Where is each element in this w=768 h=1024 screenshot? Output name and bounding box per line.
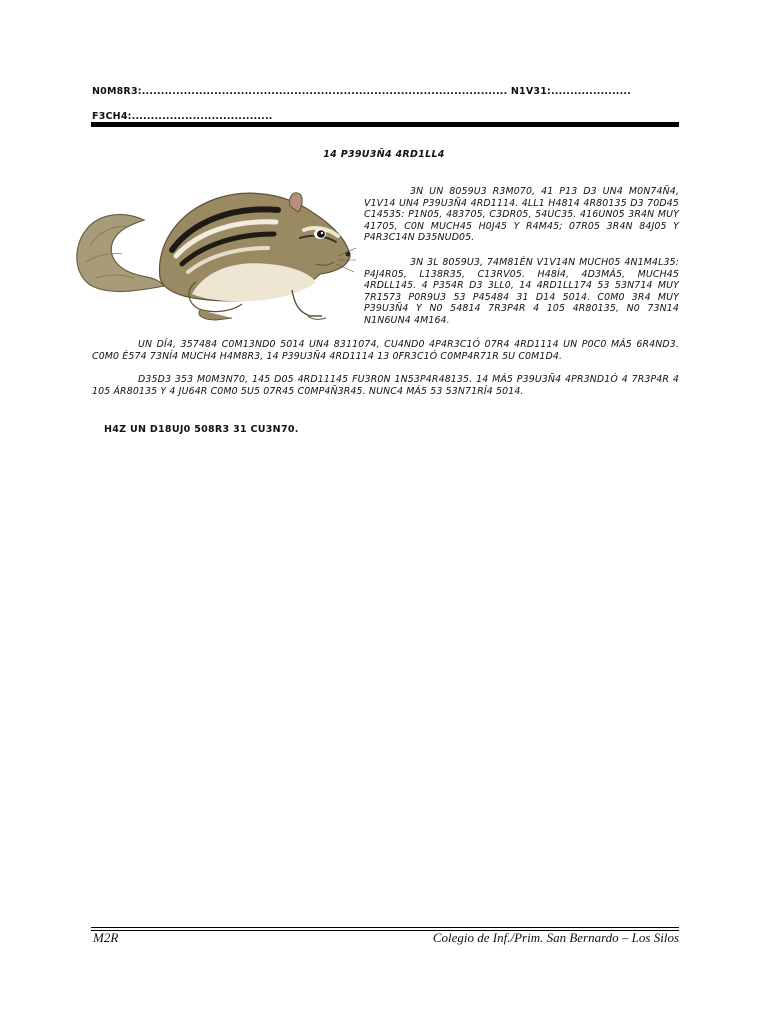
- chipmunk-illustration: [72, 186, 356, 324]
- story-paragraph-1: 3N UN 8059U3 R3M070, 41 P13 D3 UN4 M0N74Ñ4, V1V14 UN4 P39U3Ñ4 4RD1114. 4LL1 H4814 4R80135 D3 70D45 C14535: P1N05, 483705, C3DR05, 54UC35. 416UN05 3R4N MUY 41705, C0N MUCH45 H0J45 Y R4M45; 07R05 3R4N 84J05 Y P4R3C14N D35NUD05.: [364, 186, 679, 244]
- name-level-line: N0M8R3:................................................................................................ N1V31:.....................: [92, 86, 632, 97]
- story-paragraph-4: D35D3 353 M0M3N70, 145 D05 4RD11145 FU3R0N 1N53P4R48135. 14 MÁ5 P39U3Ñ4 4PR3ND1Ó 4 7R3P4R 4 105 ÁR80135 Y 4 JU64R C0M0 5U5 07R45 C0MP4Ñ3R45. NUNC4 MÁ5 53 53N71RÍ4 5014.: [92, 374, 679, 397]
- footer-left-text: M2R: [93, 930, 119, 945]
- story-title: 14 P39U3Ñ4 4RD1LL4: [323, 149, 445, 160]
- footer-school-name: Colegio de Inf./Prim. San Bernardo – Los Silos: [432, 930, 679, 945]
- date-line: F3CH4:.....................................: [92, 111, 273, 122]
- drawing-task: H4Z UN D18UJ0 508R3 31 CU3N70.: [104, 424, 299, 435]
- story-paragraph-3: UN DÍ4, 357484 C0M13ND0 5014 UN4 8311074, CU4ND0 4P4R3C1Ó 07R4 4RD1114 UN P0C0 MÁ5 6R4ND3. C0M0 É574 73NÍ4 MUCH4 H4M8R3, 14 P39U3Ñ4 4RD1114 13 0FR3C1Ó C0MP4R71R 5U C0M1D4.: [92, 339, 679, 362]
- footer-rule-top: [91, 927, 679, 928]
- story-paragraph-2: 3N 3L 8059U3, 74M81ÉN V1V14N MUCH05 4N1M4L35: P4J4R05, L138R35, C13RV05. H48Í4, 4D3MÁ5, MUCH45 4RDLL145. 4 P354R D3 3LL0, 14 4RD1LL174 53 53N714 MUY 7R1573 P0R9U3 53 P45484 31 D14 5014. C0M0 3R4 MUY P39U3Ñ4 Y N0 54814 7R3P4R 4 105 4R80135, N0 73N14 N1N6UN4 4M164.: [364, 257, 679, 326]
- header-rule: [91, 122, 679, 127]
